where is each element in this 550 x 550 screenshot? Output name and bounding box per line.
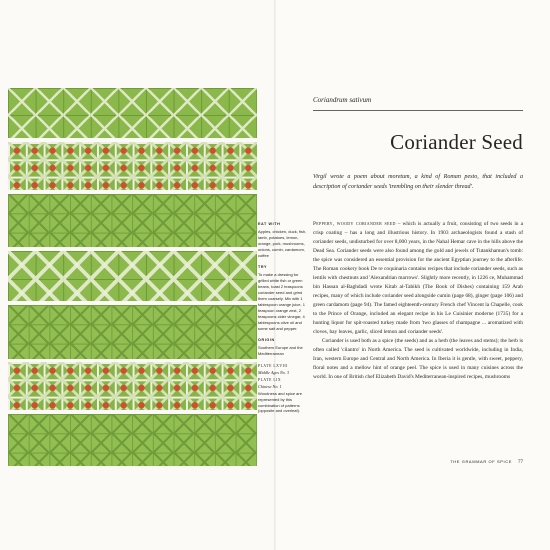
body-paragraph-1 [313, 220, 523, 337]
running-footer [313, 459, 523, 465]
plate-text-2: Chinese No. 1 [258, 383, 282, 389]
intro-quote: Virgil wrote a poem about moretum, a kind of Roman pesto, that included a description of coriander seeds 'trembling on their slender thread'. [313, 174, 523, 190]
paragraph-1-text: – which is actually a fruit, consisting of two seeds in a crisp coating – has a long and illustrious history. In 1903 archaeologists found a stash of coriander seeds, undisturbed for over 8,000 years, in the Nahal Hemar cave in the hills above the Dead Sea. Coriander seeds were also found among the gold and jewels of Tutankhamun's tomb: the spice was considered an essential provision for the ancient Egyptian journey to the afterlife. The Roman cookery book De re coquinaria contains recipes that include coriander seeds, such as lentils with chestnuts and 'Alexandrian marrows'. Slightly more recently, in 1226 ce, Muhammad bin Hassan al-Baghdadi wrote Kitab al-Tabikh (The Book of Dishes) containing 159 Arab recipes, many of which include coriander seed alongside cumin (page 68), ginger (page 106) and green cardamom (page 94). The famed eighteenth-century French chef Vincent la Chapelle, cook to the Prince of Orange, included an elegant recipe in his Le Cuisinier moderne (1735) for a hunting liquor for spit-roasted turkey made from 'two glasses of champagne ... aromatized with cloves, bay leaves, garlic, sliced lemon and coriander seeds'. [313, 221, 523, 335]
body-paragraph-2: Coriander is used both as a spice (the seeds) and as a herb (the leaves and stems); the herb is often called 'cilantro' in North America. The seed is cultivated worldwide, including in India, Iran, western Europe and Central and North America. In Iberia it is gentle, with sweet, peppery, floral notes and a mellow hint of orange peel. The spice is used in many cuisines across the world. In one of British chef Elizabeth David's Mediterranean-inspired recipes, mushrooms [313, 338, 523, 380]
plate-text-1: Middle Ages No. 3 [258, 370, 290, 376]
plate-note: Woodness and spice are represented by this combination of patterns (opposite and overleaf). [258, 390, 302, 414]
left-page [0, 0, 274, 550]
try-text: To make a dressing for grilled white fish or green beans, toast 2 teaspoons coriander seed and grind them coarsely. Mix with 1 tablespoon orange juice, 1 teaspoon orange zest, 2 teaspoons cider vinegar, 4 tablespoons olive oil and some salt and pepper. [258, 272, 305, 331]
eat-with-heading: EAT WITH [258, 222, 281, 226]
lead-in: Peppery, woody coriander seed [313, 221, 396, 227]
origin-heading: ORIGIN [258, 338, 275, 343]
page-number: 77 [518, 460, 523, 465]
latin-name: Coriandrum sativum [313, 96, 372, 104]
sidebar-notes [258, 222, 310, 414]
eat-with-text: Apples, chicken, duck, fish, lamb, potatoes, lemon, orange, pork, mushrooms, onions, cumin, cardamom, coffee [258, 228, 307, 258]
tile-pattern-plate [8, 88, 257, 466]
try-heading: TRY [258, 265, 268, 270]
origin-text: Southern Europe and the Mediterranean [258, 345, 303, 357]
plate-heading-2: PLATE LIX [258, 377, 282, 382]
header-rule [313, 110, 523, 111]
tile-band-6 [8, 362, 257, 410]
tile-band-4 [8, 251, 257, 301]
tile-band-2 [8, 142, 257, 190]
plate-heading-1: PLATE LXVIII [258, 364, 288, 369]
page-title: Coriander Seed [390, 130, 523, 154]
tile-band-3 [8, 194, 257, 248]
body-text [313, 220, 523, 382]
tile-band-1 [8, 88, 257, 138]
tile-band-7 [8, 414, 257, 466]
footer-title: THE GRAMMAR OF SPICE [450, 459, 512, 464]
tile-band-5 [8, 305, 257, 359]
